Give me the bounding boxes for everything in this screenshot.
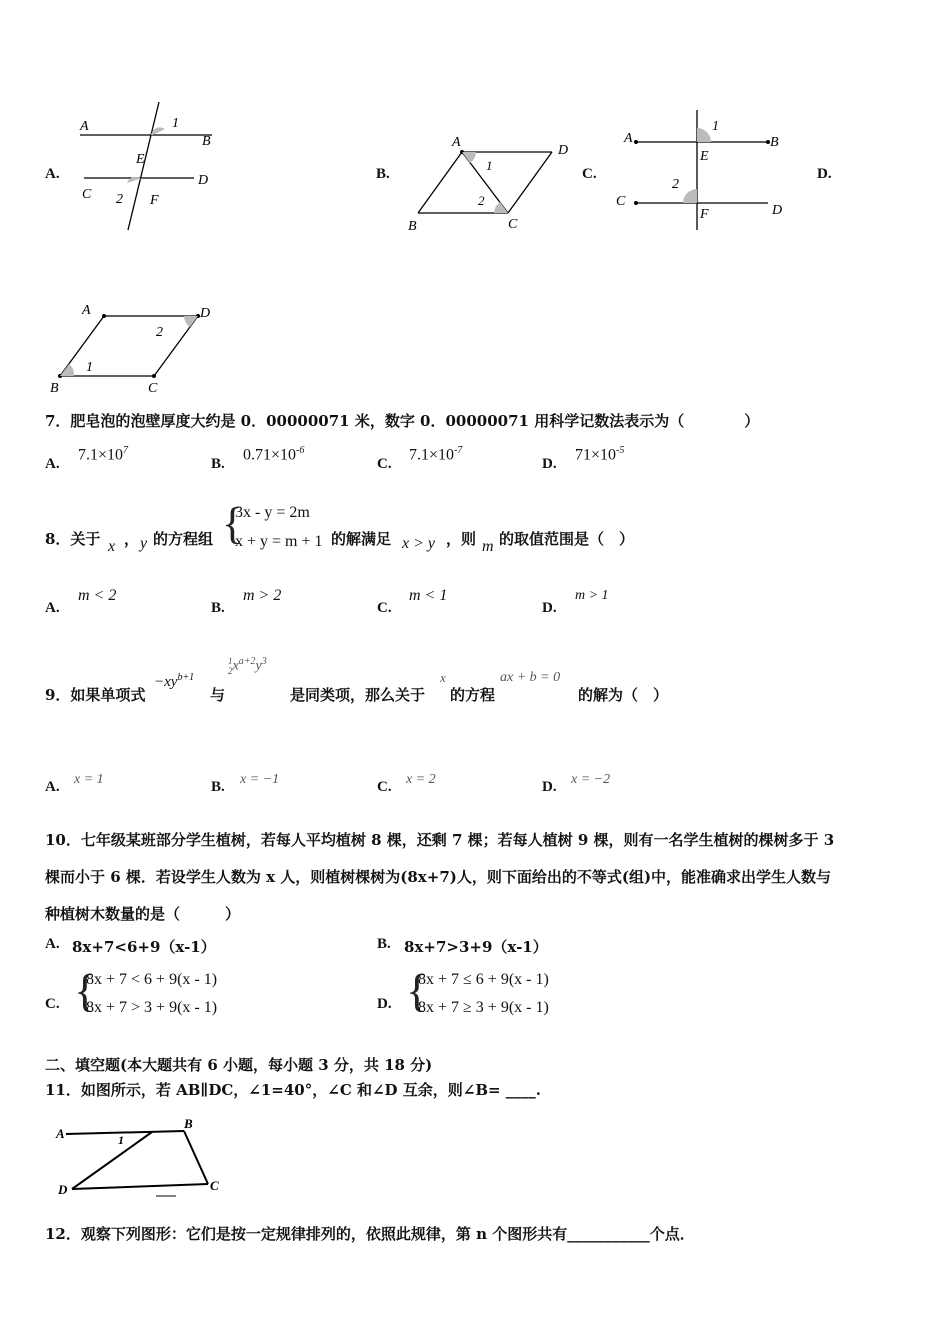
- label-d: D: [58, 1182, 68, 1197]
- label-b: B: [184, 1116, 193, 1131]
- label-2: 2: [156, 325, 163, 340]
- q8-option-a: m < 2: [78, 587, 117, 604]
- q8-cond: x > y: [402, 535, 435, 552]
- label-1: 1: [86, 360, 93, 375]
- q10-option-d-brace: {: [406, 965, 429, 1016]
- label-d: D: [772, 203, 783, 218]
- label-c: C: [148, 381, 158, 396]
- q10-option-c-ineq-2: 8x + 7 > 3 + 9(x - 1): [86, 999, 218, 1016]
- question-11: 11．如图所示，若 AB∥DC，∠1=40°，∠C 和∠D 互余，则∠B= ____.: [45, 1081, 542, 1099]
- question-12: 12．观察下列图形：它们是按一定规律排列的，依照此规律，第 n 个图形共有___________个点．: [45, 1225, 695, 1243]
- label-2: 2: [116, 192, 123, 207]
- figure-c: [612, 106, 802, 236]
- q9-option-d: x = −2: [571, 772, 611, 787]
- q9-prefix: 9．如果单项式: [45, 686, 146, 704]
- q10-option-b-label: B.: [377, 936, 391, 952]
- figure-b: [400, 128, 580, 238]
- figure-a: [72, 100, 232, 235]
- q9-option-b-label: B.: [211, 779, 225, 795]
- option-b-label: B.: [376, 166, 390, 182]
- q8-then: ，则: [446, 530, 477, 548]
- q8-prefix: 8．关于: [45, 530, 101, 548]
- q10-option-c-ineq-1: 8x + 7 < 6 + 9(x - 1): [86, 971, 218, 988]
- q7-option-b: $0.71\times 10^{-6}$: [243, 445, 305, 464]
- figure-d: [44, 298, 224, 398]
- q8-suffix: 的取值范围是（ ）: [499, 530, 635, 548]
- label-a: A: [452, 135, 461, 150]
- q8-cond-text: 的解满足: [331, 530, 392, 548]
- q8-option-d: m > 1: [575, 588, 609, 603]
- q10-option-d-ineq-1: 8x + 7 ≤ 6 + 9(x - 1): [418, 971, 549, 988]
- q9-option-c: x = 2: [406, 772, 436, 787]
- q8-option-c: m < 1: [409, 587, 448, 604]
- q7-option-a: $7.1\times 10^7$: [78, 445, 129, 464]
- q9-eq-text: 的方程: [450, 686, 496, 704]
- section-2-heading: 二、填空题(本大题共有 6 小题，每小题 3 分，共 18 分): [45, 1056, 433, 1074]
- q7-option-d-label: D.: [542, 456, 557, 472]
- q8-mid: 的方程组: [153, 530, 214, 548]
- label-a: A: [56, 1126, 65, 1141]
- q7-option-c: $7.1\times 10^{-7}$: [409, 445, 463, 464]
- label-b: B: [202, 134, 211, 149]
- q10-option-a: 8x+7<6+9（x-1）: [72, 938, 216, 956]
- q7-option-a-label: A.: [45, 456, 60, 472]
- q7-option-d: $71\times 10^{-5}$: [575, 445, 625, 464]
- q7-option-b-label: B.: [211, 456, 225, 472]
- q8-option-b: m > 2: [243, 587, 282, 604]
- label-c: C: [82, 187, 92, 202]
- label-a: A: [624, 131, 633, 146]
- label-c: C: [616, 194, 626, 209]
- q9-option-c-label: C.: [377, 779, 392, 795]
- label-e: E: [136, 152, 145, 167]
- label-d: D: [558, 143, 569, 158]
- q10-option-c-brace: {: [74, 965, 97, 1016]
- q10-option-d-ineq-2: 8x + 7 ≥ 3 + 9(x - 1): [418, 999, 549, 1016]
- q10-option-d-label: D.: [377, 996, 392, 1012]
- label-a: A: [82, 303, 91, 318]
- q9-option-a: x = 1: [74, 772, 104, 787]
- q9-equation: ax + b = 0: [500, 670, 561, 685]
- q8-option-c-label: C.: [377, 600, 392, 616]
- q8-var-m: m: [482, 538, 494, 555]
- q8-eq1: 3x - y = 2m: [235, 504, 310, 521]
- q9-option-a-label: A.: [45, 779, 60, 795]
- option-a-label: A.: [45, 166, 60, 182]
- option-d-label: D.: [817, 166, 832, 182]
- q8-var-x: x: [108, 538, 116, 555]
- q10-option-a-label: A.: [45, 936, 60, 952]
- figure-q11: [52, 1112, 232, 1202]
- label-1: 1: [486, 158, 493, 173]
- q7-option-c-label: C.: [377, 456, 392, 472]
- label-d: D: [198, 173, 209, 188]
- label-f: F: [700, 207, 709, 222]
- option-c-label: C.: [582, 166, 597, 182]
- q8-option-b-label: B.: [211, 600, 225, 616]
- label-1: 1: [118, 1133, 124, 1147]
- label-d: D: [200, 306, 211, 321]
- q8-var-y: y: [140, 535, 148, 552]
- q10-option-c-label: C.: [45, 996, 60, 1012]
- q9-option-d-label: D.: [542, 779, 557, 795]
- q10-line-2: 棵而小于 6 棵．若设学生人数为 x 人，则植树棵树为(8x+7)人，则下面给出的不等式(组)中，能准确求出学生人数与: [45, 868, 832, 886]
- label-1: 1: [712, 119, 719, 134]
- label-b: B: [408, 219, 417, 234]
- label-1: 1: [172, 116, 179, 131]
- label-2: 2: [478, 193, 485, 208]
- label-c: C: [210, 1178, 219, 1193]
- q8-sep: ，: [124, 530, 140, 548]
- q9-monomial-2: 1 $2x^{a+2}y^3$: [228, 656, 267, 677]
- q8-option-a-label: A.: [45, 600, 60, 616]
- q9-and: 与: [210, 686, 226, 704]
- q9-mid: 是同类项，那么关于: [290, 686, 426, 704]
- label-e: E: [700, 149, 709, 164]
- label-a: A: [80, 119, 89, 134]
- q8-option-d-label: D.: [542, 600, 557, 616]
- q9-suffix: 的解为（ ）: [578, 686, 669, 704]
- q9-var-x: x: [440, 670, 446, 685]
- label-f: F: [150, 193, 159, 208]
- q9-monomial-1: $-xy^{b+1}$: [154, 672, 195, 690]
- q10-option-b: 8x+7>3+9（x-1）: [404, 938, 548, 956]
- label-b: B: [50, 381, 59, 396]
- q9-option-b: x = −1: [240, 772, 280, 787]
- q10-line-3: 种植树木数量的是（ ）: [45, 905, 241, 923]
- label-2: 2: [672, 177, 679, 192]
- label-c: C: [508, 217, 518, 232]
- label-b: B: [770, 135, 779, 150]
- question-7: 7．肥皂泡的泡壁厚度大约是 0．00000071 米，数字 0．00000071 用科学记数法表示为（ ）: [45, 412, 760, 430]
- q8-eq2: x + y = m + 1: [235, 533, 323, 550]
- q8-brace: {: [222, 499, 244, 548]
- q10-line-1: 10．七年级某班部分学生植树，若每人平均植树 8 棵，还剩 7 棵；若每人植树 9 棵，则有一名学生植树的棵树多于 3: [45, 831, 835, 849]
